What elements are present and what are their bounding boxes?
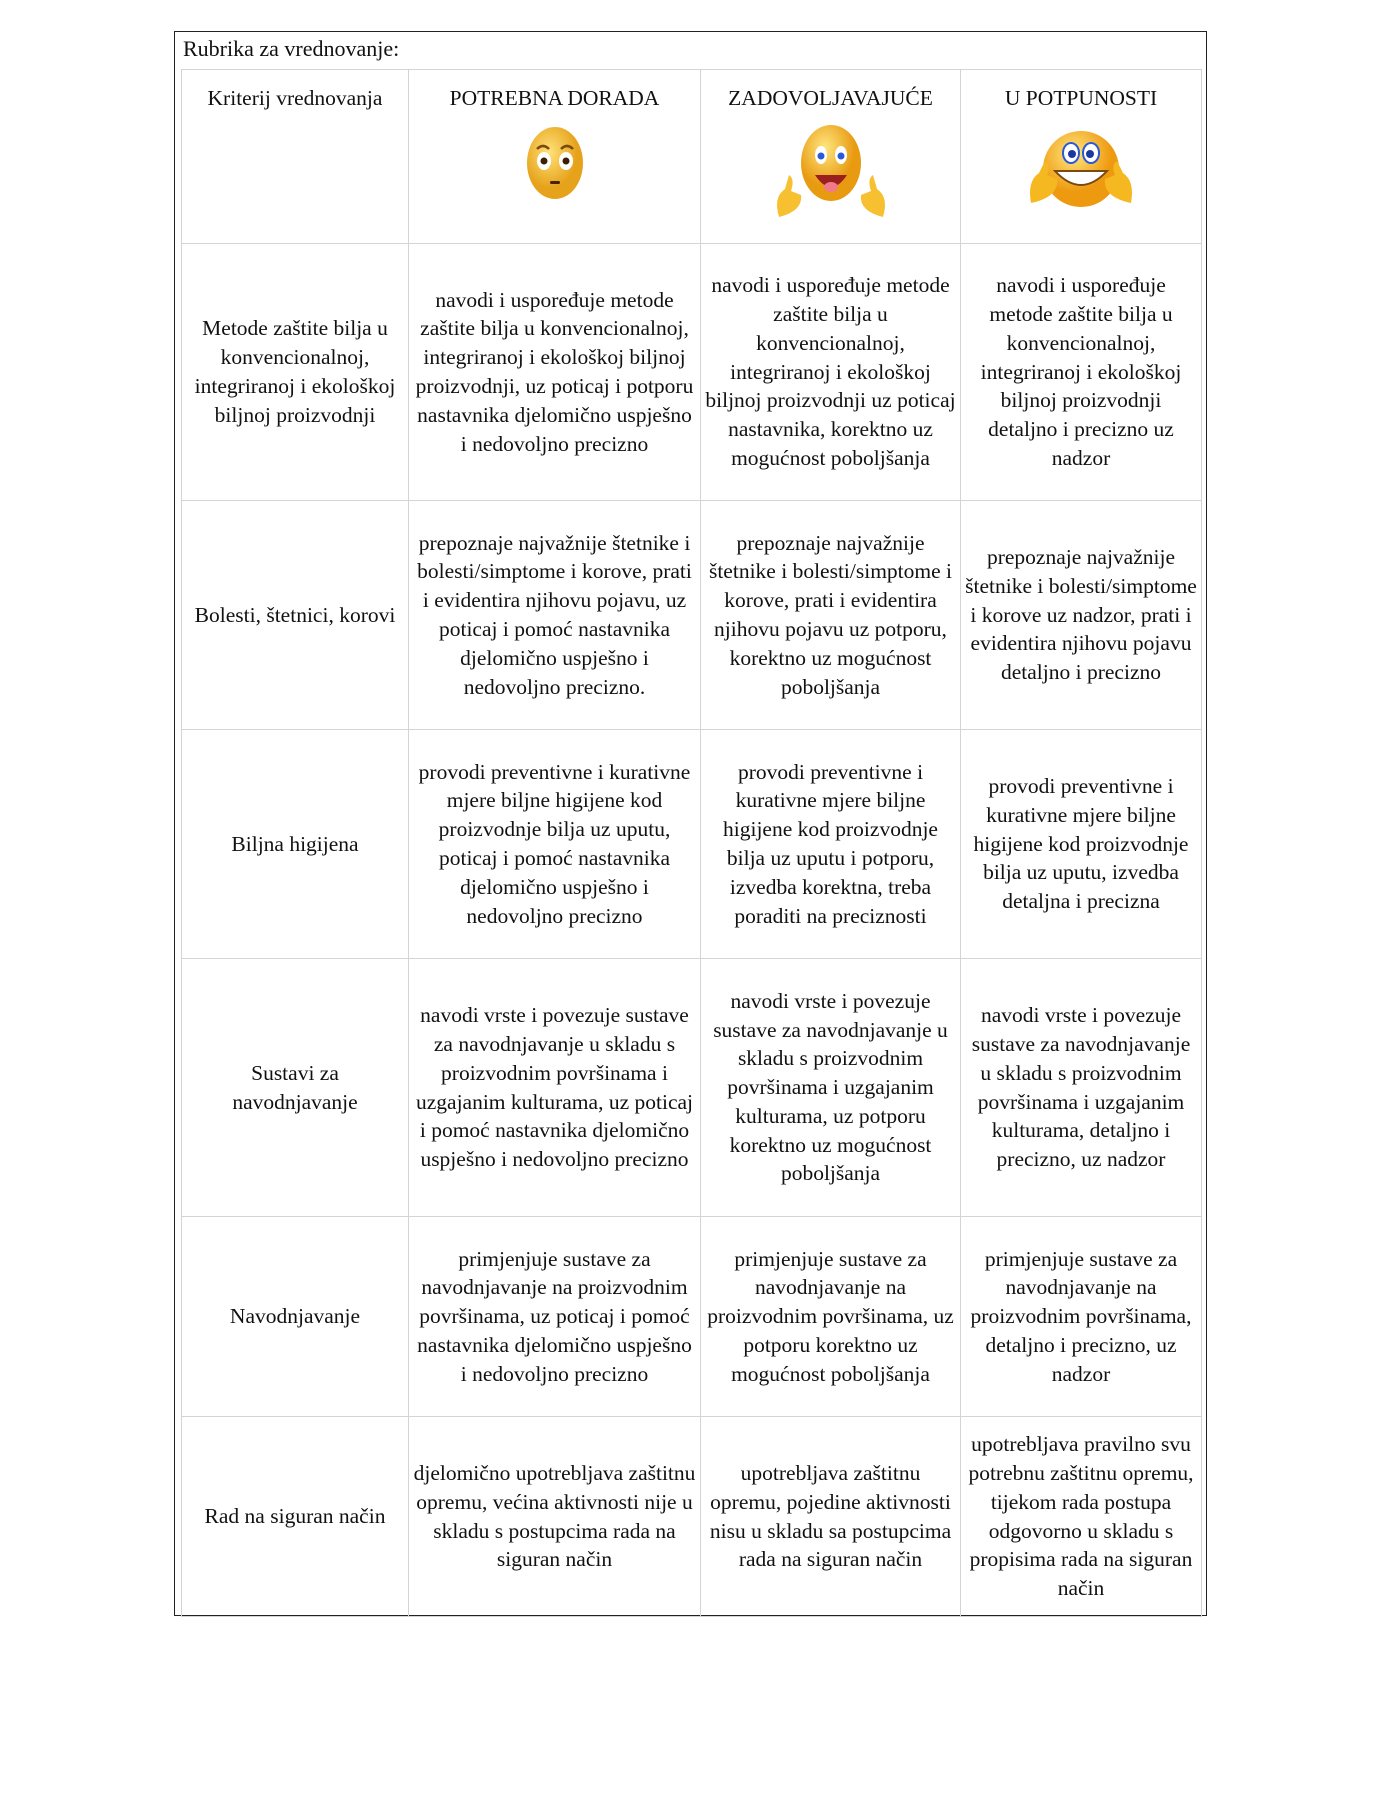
level-cell: navodi i uspoređuje metode zaštite bilja u konvencionalnoj, integriranoj i ekološkoj biljnoj proizvodnji, uz poticaj i potporu nastavnika djelomično uspješno i nedovoljno precizno [409,244,701,501]
rubric-table [181,69,1202,1617]
criterion-cell: Sustavi za navodnjavanje [182,959,409,1217]
table-row [182,1417,1202,1617]
level-label: POTREBNA DORADA [449,86,660,110]
level-cell: navodi vrste i povezuje sustave za navodnjavanje u skladu s proizvodnim površinama i uzgajanim kulturama, uz poticaj i pomoć nastavnika djelomično uspješno i nedovoljno precizno [409,959,701,1217]
header-level-1 [409,70,701,244]
level-cell: prepoznaje najvažnije štetnike i bolesti/simptome i korove, prati i evidentira njihovu pojavu, uz poticaj i pomoć nastavnika djelomično uspješno i nedovoljno precizno. [409,501,701,730]
table-row [182,244,1202,501]
header-row [182,70,1202,244]
criterion-cell: Biljna higijena [182,730,409,959]
level-cell: primjenjuje sustave za navodnjavanje na proizvodnim površinama, uz potporu korektno uz mogućnost poboljšanja [701,1217,961,1417]
level-label: ZADOVOLJAVAJUĆE [728,86,933,110]
grinning-thumbs-up-face-icon [1025,123,1137,213]
criterion-cell: Metode zaštite bilja u konvencionalnoj, integriranoj i ekološkoj biljnoj proizvodnji [182,244,409,501]
header-level-3 [961,70,1202,244]
table-row [182,1217,1202,1417]
level-cell: navodi i uspoređuje metode zaštite bilja u konvencionalnoj, integriranoj i ekološkoj biljnoj proizvodnji detaljno i precizno uz nadzor [961,244,1202,501]
criterion-cell: Navodnjavanje [182,1217,409,1417]
table-row [182,730,1202,959]
level-cell: provodi preventivne i kurativne mjere biljne higijene kod proizvodnje bilja uz uputu i potporu, izvedba korektna, treba poraditi na preciznosti [701,730,961,959]
level-cell: prepoznaje najvažnije štetnike i bolesti/simptome i korove uz nadzor, prati i evidentira njihovu pojavu detaljno i precizno [961,501,1202,730]
table-row [182,959,1202,1217]
table-row [182,501,1202,730]
level-cell: provodi preventivne i kurativne mjere biljne higijene kod proizvodnje bilja uz uputu, poticaj i pomoć nastavnika djelomično uspješno i nedovoljno precizno [409,730,701,959]
criterion-cell: Rad na siguran način [182,1417,409,1617]
level-cell: navodi vrste i povezuje sustave za navodnjavanje u skladu s proizvodnim površinama i uzgajanim kulturama, detaljno i precizno, uz nadzor [961,959,1202,1217]
level-cell: navodi vrste i povezuje sustave za navodnjavanje u skladu s proizvodnim površinama i uzgajanim kulturama, uz potporu korektno uz mogućnost poboljšanja [701,959,961,1217]
level-cell: primjenjuje sustave za navodnjavanje na proizvodnim površinama, uz poticaj i pomoć nastavnika djelomično uspješno i nedovoljno precizno [409,1217,701,1417]
level-cell: primjenjuje sustave za navodnjavanje na proizvodnim površinama, detaljno i precizno, uz nadzor [961,1217,1202,1417]
rubric-container [174,31,1207,1616]
header-criterion: Kriterij vrednovanja [182,70,409,244]
level-cell: prepoznaje najvažnije štetnike i bolesti/simptome i korove, prati i evidentira njihovu pojavu uz potporu, korektno uz mogućnost poboljšanja [701,501,961,730]
level-cell: djelomično upotrebljava zaštitnu opremu, većina aktivnosti nije u skladu s postupcima rada na siguran način [409,1417,701,1617]
level-cell: navodi i uspoređuje metode zaštite bilja u konvencionalnoj, integriranoj i ekološkoj biljnoj proizvodnji uz poticaj nastavnika, korektno uz mogućnost poboljšanja [701,244,961,501]
header-level-2 [701,70,961,244]
rubric-title: Rubrika za vrednovanje: [183,36,400,61]
level-label: U POTPUNOSTI [1004,86,1158,110]
level-cell: upotrebljava zaštitnu opremu, pojedine aktivnosti nisu u skladu sa postupcima rada na siguran način [701,1417,961,1617]
criterion-cell: Bolesti, štetnici, korovi [182,501,409,730]
level-cell: upotrebljava pravilno svu potrebnu zaštitnu opremu, tijekom rada postupa odgovorno u skladu s propisima rada na siguran način [961,1417,1202,1617]
worried-face-icon [515,123,595,203]
level-cell: provodi preventivne i kurativne mjere biljne higijene kod proizvodnje bilja uz uputu, izvedba detaljna i precizna [961,730,1202,959]
happy-thumbs-up-face-icon [761,123,901,219]
